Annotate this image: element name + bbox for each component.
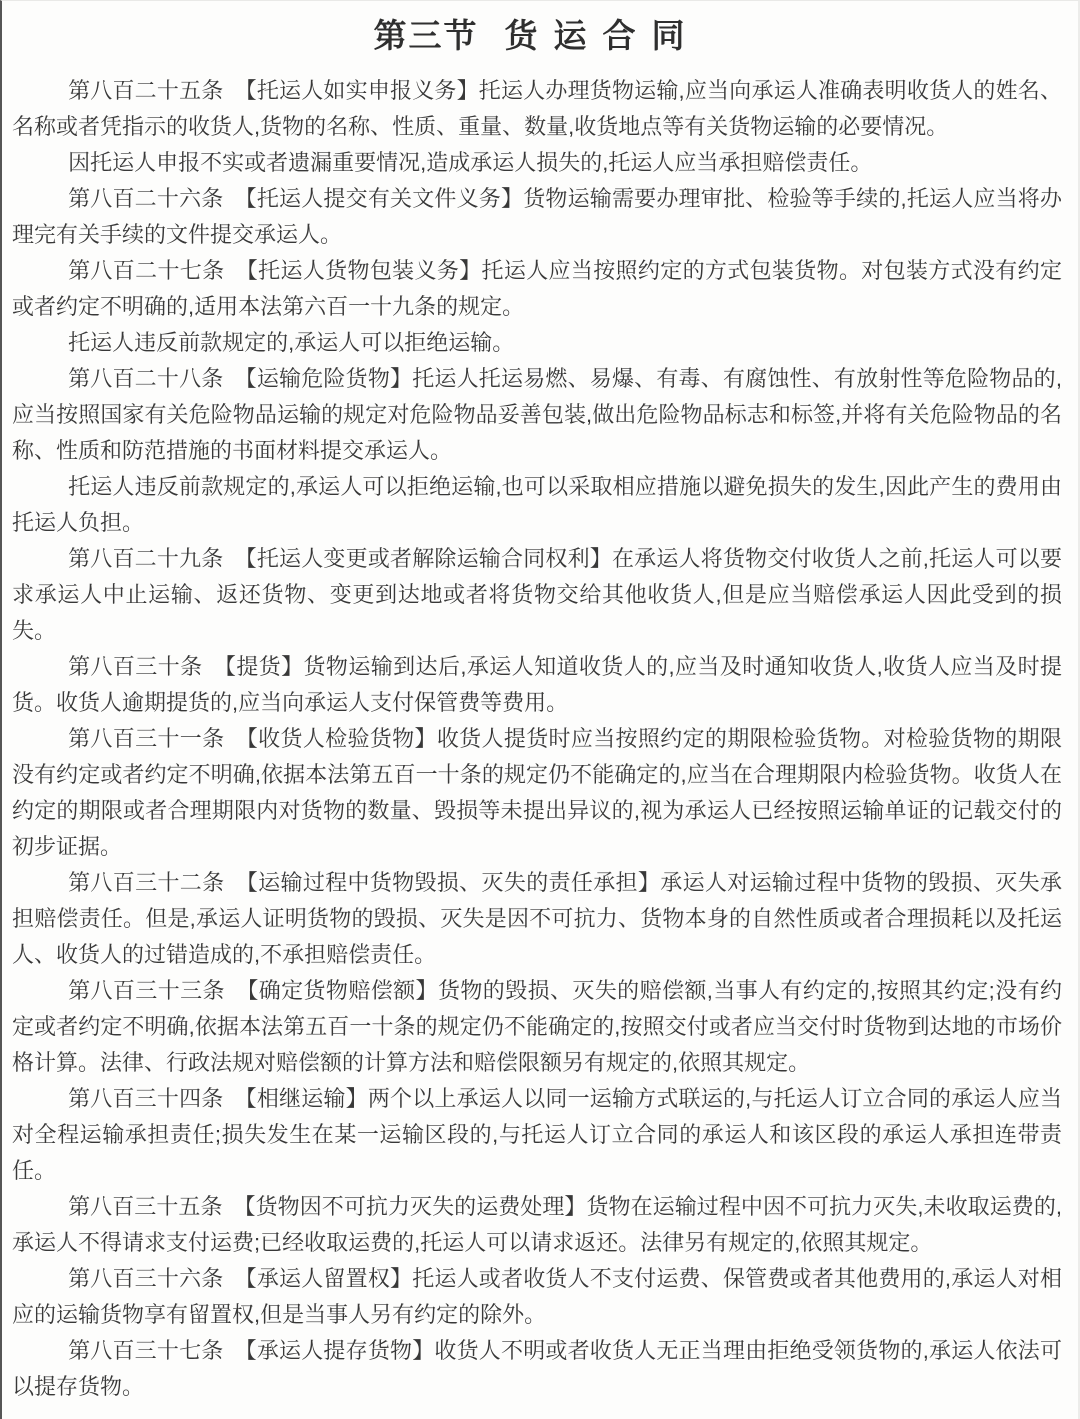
article-828-clause-2: 托运人违反前款规定的,承运人可以拒绝运输,也可以采取相应措施以避免损失的发生,因此产生的费用由托运人负担。 (12, 474, 1062, 535)
article-832: 第八百三十二条 【运输过程中货物毁损、灭失的责任承担】承运人对运输过程中货物的毁损、灭失承担赔偿责任。但是,承运人证明货物的毁损、灭失是因不可抗力、货物本身的自然性质或者合理损耗以及托运人、收货人的过错造成的,不承担赔偿责任。 (12, 870, 1062, 967)
article-825-intro: 第八百二十五条 【托运人如实申报义务】托运人办理货物运输,应当向承运人准确表明收货人的姓名、名称或者凭指示的收货人,货物的名称、性质、重量、数量,收货地点等有关货物运输的必要情况。 (12, 78, 1062, 139)
article-834: 第八百三十四条 【相继运输】两个以上承运人以同一运输方式联运的,与托运人订立合同的承运人应当对全程运输承担责任;损失发生在某一运输区段的,与托运人订立合同的承运人和该区段的承运人承担连带责任。 (12, 1086, 1062, 1183)
section-name: 货运合同 (504, 17, 701, 54)
article-833: 第八百三十三条 【确定货物赔偿额】货物的毁损、灭失的赔偿额,当事人有约定的,按照其约定;没有约定或者约定不明确,依据本法第五百一十条的规定仍不能确定的,按照交付或者应当交付时货物到达地的市场价格计算。法律、行政法规对赔偿额的计算方法和赔偿限额另有规定的,依照其规定。 (12, 978, 1062, 1075)
articles-body (12, 73, 1062, 1405)
article-827-intro: 第八百二十七条 【托运人货物包装义务】托运人应当按照约定的方式包装货物。对包装方式没有约定或者约定不明确的,适用本法第六百一十九条的规定。 (12, 258, 1062, 319)
article-837: 第八百三十七条 【承运人提存货物】收货人不明或者收货人无正当理由拒绝受领货物的,承运人依法可以提存货物。 (12, 1338, 1062, 1399)
article-831: 第八百三十一条 【收货人检验货物】收货人提货时应当按照约定的期限检验货物。对检验货物的期限没有约定或者约定不明确,依据本法第五百一十条的规定仍不能确定的,应当在合理期限内检验货物。收货人在约定的期限或者合理期限内对货物的数量、毁损等未提出异议的,视为承运人已经按照运输单证的记载交付的初步证据。 (12, 726, 1062, 859)
article-830: 第八百三十条 【提货】货物运输到达后,承运人知道收货人的,应当及时通知收货人,收货人应当及时提货。收货人逾期提货的,应当向承运人支付保管费等费用。 (12, 654, 1062, 715)
article-826: 第八百二十六条 【托运人提交有关文件义务】货物运输需要办理审批、检验等手续的,托运人应当将办理完有关手续的文件提交承运人。 (12, 186, 1062, 247)
article-828-intro: 第八百二十八条 【运输危险货物】托运人托运易燃、易爆、有毒、有腐蚀性、有放射性等危险物品的,应当按照国家有关危险物品运输的规定对危险物品妥善包装,做出危险物品标志和标签,并将有关危险物品的名称、性质和防范措施的书面材料提交承运人。 (12, 366, 1062, 463)
section-number: 第三节 (373, 17, 479, 54)
article-835: 第八百三十五条 【货物因不可抗力灭失的运费处理】货物在运输过程中因不可抗力灭失,未收取运费的,承运人不得请求支付运费;已经收取运费的,托运人可以请求返还。法律另有规定的,依照其规定。 (12, 1194, 1062, 1255)
section-title (12, 15, 1062, 57)
article-829: 第八百二十九条 【托运人变更或者解除运输合同权利】在承运人将货物交付收货人之前,托运人可以要求承运人中止运输、返还货物、变更到达地或者将货物交给其他收货人,但是应当赔偿承运人因此受到的损失。 (12, 546, 1062, 643)
article-827-clause-2: 托运人违反前款规定的,承运人可以拒绝运输。 (68, 330, 515, 355)
article-836: 第八百三十六条 【承运人留置权】托运人或者收货人不支付运费、保管费或者其他费用的,承运人对相应的运输货物享有留置权,但是当事人另有约定的除外。 (12, 1266, 1062, 1327)
article-825-clause-2: 因托运人申报不实或者遗漏重要情况,造成承运人损失的,托运人应当承担赔偿责任。 (68, 150, 873, 175)
